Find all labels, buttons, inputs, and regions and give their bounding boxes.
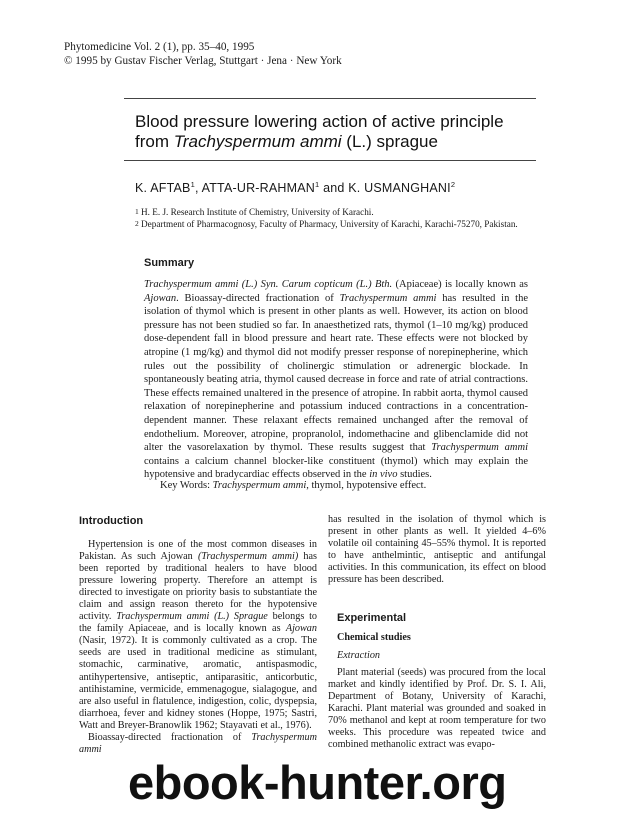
affiliation-1-text: H. E. J. Research Institute of Chemistry, University of Karachi.	[138, 207, 374, 217]
intro-continuation: has resulted in the isolation of thymol which is present in other plants as well. It yielded 4–6% volatile oil containing 45–55% thymol. It is reported to have anthelmintic, antiseptic and antifungal activities. In this communication, its effect on blood pressure has been described.	[328, 514, 546, 586]
intro-text-b: (Trachyspermum ammi)	[197, 551, 299, 563]
left-column	[79, 539, 317, 756]
affiliations	[135, 207, 555, 230]
author-3-affil: 2	[450, 180, 456, 189]
title-bottom-rule	[124, 160, 536, 161]
extraction-paragraph: Plant material (seeds) was procured from the local market and kindly identified by Prof. Dr. S. I. Ali, Department of Botany, University of Karachi, Karachi. Plant material was grounded and soaked in 70% methanol and kept at room temperature for two weeks. This procedure was repeated twice and combined methanolic extract was evapo-	[328, 667, 546, 751]
affiliation-2-text: Department of Pharmacognosy, Faculty of Pharmacy, University of Karachi, Karachi-75270, Pakistan.	[138, 218, 518, 229]
title-line-2	[135, 132, 555, 152]
summary-body	[144, 278, 528, 482]
intro-text-a: Hypertension is one of the most common diseases in Pakistan. As such Ajowan	[79, 539, 317, 563]
summary-text-4: contains a calcium channel blocker-like constituent (thymol) which may explain the hypotensive and bradycardiac effects observed in the	[144, 455, 528, 481]
intro-paragraph-1	[79, 539, 317, 732]
affiliation-1	[135, 207, 555, 219]
intro-text-e: belongs to the family Apiaceae, and is locally known as	[79, 611, 317, 635]
title-top-rule	[124, 98, 536, 99]
right-column-intro	[328, 514, 546, 586]
summary-text-2: . Bioassay-directed fractionation of	[176, 292, 340, 304]
summary-heading: Summary	[144, 257, 195, 269]
intro-text-d: Trachyspermum ammi (L.) Sprague	[116, 611, 268, 623]
author-2-affil: 1	[315, 180, 320, 189]
summary-ajowan: Ajowan	[144, 292, 177, 304]
keywords-rest: , thymol, hypotensive effect.	[306, 480, 427, 491]
title-species: Trachyspermum ammi	[173, 132, 342, 151]
summary-species-3: Trachyspermum ammi	[431, 442, 529, 454]
experimental-heading: Experimental	[337, 612, 407, 624]
intro-p2-species: Trachyspermum ammi	[79, 731, 317, 755]
author-2: , ATTA-UR-RAHMAN	[194, 181, 316, 195]
affiliation-2-num: 2	[135, 218, 139, 228]
right-column-experimental	[328, 667, 546, 751]
author-1-affil: 1	[190, 180, 195, 189]
author-list	[135, 181, 555, 195]
keyword-species: Trachyspermum ammi	[212, 480, 307, 491]
author-3: and K. USMANGHANI	[319, 181, 451, 195]
summary-text-5: studies.	[397, 469, 432, 481]
chemical-studies-heading: Chemical studies	[337, 632, 411, 643]
author-1: K. AFTAB	[135, 181, 191, 195]
keywords-label: Key Words:	[160, 480, 213, 491]
intro-text-c: has been reported by traditional healers to have blood pressure lowering property. Therefore an attempt is directed to investigate on priority basis to substantiate the claim and assign reason thereto for the hypotensive activity.	[79, 551, 317, 623]
paper-title	[135, 112, 555, 152]
summary-species-2: Trachyspermum ammi	[339, 292, 437, 304]
title-suffix: (L.) sprague	[341, 132, 438, 151]
intro-paragraph-2	[79, 732, 317, 756]
title-line-1: Blood pressure lowering action of active principle	[135, 112, 504, 131]
summary-text-3: has resulted in the isolation of thymol which is present in other plants as well. However, its action on blood pressure has not been studied so far. In anaesthetized rats, thymol (1–10 mg/kg) produced dose-dependent fall in blood pressure and heart rate. These effects were not blocked by atropine (1 mg/kg) and thymol did not modify presser response of norepinepherine, which rules out the possibility of cholinergic stimulation or adrenergic blockade. In spontaneously beating atria, thymol caused decrease in force and rate of atrial contractions. These effects remained unaltered in the presence of atropine. In rabbit aorta, thymol caused relaxation of norepinepherine and potassium induced contractions in a concentration-dependent manner. These relaxant effects remained unchanged after the removal of endothelium. Moreover, atropine, propranolol, indomethacine and glibenclamide did not alter the vasorelaxation by thymol. These results suggest that	[144, 292, 528, 454]
summary-in-vivo: in vivo	[369, 469, 398, 481]
extraction-heading: Extraction	[337, 650, 381, 661]
journal-line-2: © 1995 by Gustav Fischer Verlag, Stuttgart · Jena · New York	[64, 55, 342, 67]
affiliation-1-num: 1	[135, 207, 139, 216]
watermark-text: ebook-hunter.org	[128, 756, 507, 809]
affiliation-2	[135, 219, 555, 231]
keywords	[160, 479, 540, 492]
journal-citation	[64, 40, 424, 68]
summary-paragraph	[144, 278, 528, 482]
intro-text-g: (Nasir, 1972). It is commonly cultivated as a crop. The seeds are used in traditional medicine as stimulant, stomachic, carminative, aromatic, antispasmodic, antihypertensive, antiseptic, antiparasitic, anticorbutic, antihistamine, vermicide, emmenagogue, sialagogue, and are also useful in flatulence, indigestion, colic, dyspepsia, diarrhoea, fever and kidney stones (Hoppe, 1975; Sastri, Watt and Breyer-Branowlik 1962; Stayavati et al., 1976).	[79, 635, 317, 731]
summary-species: Trachyspermum ammi (L.) Syn. Carum copticum (L.) Bth.	[144, 279, 393, 290]
intro-p2-text: Bioassay-directed fractionation of	[88, 731, 252, 743]
introduction-heading: Introduction	[79, 515, 144, 527]
summary-text-1: (Apiaceae) is locally known as	[392, 279, 528, 290]
intro-text-f: Ajowan	[285, 623, 317, 635]
journal-line-1: Phytomedicine Vol. 2 (1), pp. 35–40, 1995	[64, 41, 255, 53]
title-prefix: from	[135, 132, 174, 151]
